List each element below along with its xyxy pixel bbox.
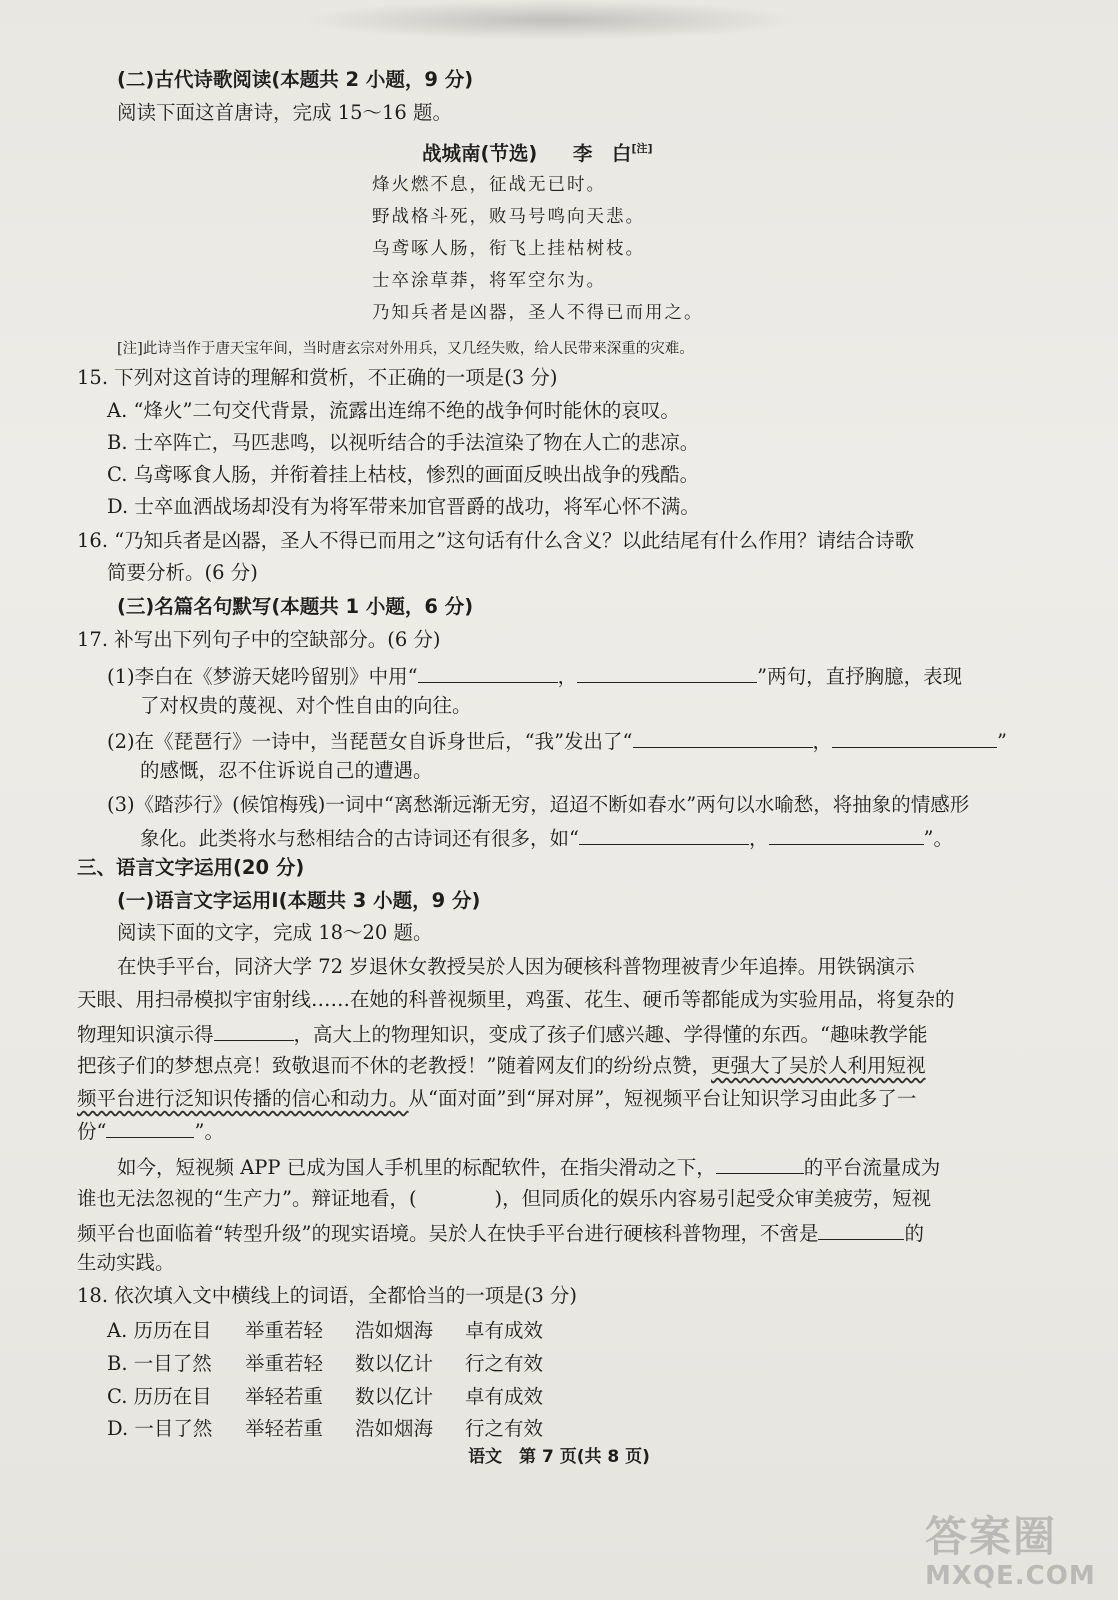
passage-line: 天眼、用扫帚模拟宇宙射线……在她的科普视频里，鸡蛋、花生、硬币等都能成为实验用品，将复杂的 [77,988,955,1011]
answer-blank[interactable] [214,1020,294,1041]
poem-author: 李 白 [572,142,632,165]
q15-option-b: B. 士卒阵亡，马匹悲鸣，以视听结合的手法渲染了物在人亡的悲凉。 [107,431,700,454]
section-heading-poetry: (二)古代诗歌阅读(本题共 2 小题，9 分) [117,68,474,91]
poem-footnote: [注]此诗当作于唐天宝年间，当时唐玄宗对外用兵，又几经失败，给人民带来深重的灾难。 [117,341,694,357]
q15-stem: 15. 下列对这首诗的理解和赏析，不正确的一项是(3 分) [77,366,558,389]
q17-item1: (1)李白在《梦游天姥吟留别》中用“ ， ”两句，直抒胸臆，表现 [107,662,962,690]
answer-blank[interactable] [577,662,757,683]
poem-note-mark: [注] [631,142,653,155]
answer-blank[interactable] [418,662,558,683]
answer-blank[interactable] [832,727,997,748]
passage-line: 在快手平台，同济大学 72 岁退休女教授吴於人因为硬核科普物理被青少年追捧。用铁锅演示 [117,955,915,978]
passage-line: 把孩子们的梦想点亮！致敬退而不休的老教授！”随着网友们的纷纷点赞，更强大了吴於人利用短视 [77,1054,926,1077]
answer-blank[interactable] [716,1153,804,1174]
poem-line: 烽火燃不息，征战无已时。 [372,175,606,195]
q18-option-d: D. 一目了然 举轻若重 浩如烟海 行之有效 [107,1417,544,1440]
answer-blank[interactable] [818,1219,904,1240]
q18-option-a: A. 历历在目 举重若轻 浩如烟海 卓有成效 [107,1319,544,1342]
passage-intro: 阅读下面的文字，完成 18～20 题。 [117,921,433,944]
q15-option-c: C. 乌鸢啄食人肠，并衔着挂上枯枝，惨烈的画面反映出战争的残酷。 [107,463,700,486]
passage-line: 份“ ”。 [77,1117,224,1145]
poetry-intro: 阅读下面这首唐诗，完成 15～16 题。 [117,101,453,124]
passage-line: 生动实践。 [77,1251,175,1274]
passage-line: 频平台也面临着“转型升级”的现实语境。吴於人在快手平台进行硬核科普物理，不啻是 的 [77,1219,924,1247]
sub-heading-language-1: (一)语言文字运用Ⅰ(本题共 3 小题，9 分) [117,889,481,912]
q15-option-d: D. 士卒血洒战场却没有为将军带来加官晋爵的战功，将军心怀不满。 [107,495,700,518]
answer-blank[interactable] [633,727,813,748]
passage-line: 频平台进行泛知识传播的信心和动力。从“面对面”到“屏对屏”，短视频平台让知识学习由此多了一 [77,1087,917,1110]
watermark-logo: 答案圈 MXQE.COM [925,1512,1096,1591]
passage-line: 谁也无法忽视的“生产力”。辩证地看，( )，但同质化的娱乐内容易引起受众审美疲劳，短视 [77,1187,932,1210]
q17-item2: (2)在《琵琶行》一诗中，当琵琶女自诉身世后，“我”发出了“ ， ” [107,727,1007,755]
q17-item2-cont: 的感慨，忍不住诉说自己的遭遇。 [140,759,433,782]
section-heading-recitation: (三)名篇名句默写(本题共 1 小题，6 分) [117,595,474,618]
poem-title: 战城南(节选) [422,142,538,165]
passage-line: 物理知识演示得 ，高大上的物理知识，变成了孩子们感兴趣、学得懂的东西。“趣味教学能 [77,1020,928,1048]
part-heading-language: 三、语言文字运用(20 分) [77,856,305,879]
answer-blank[interactable] [579,824,749,845]
scan-shadow [300,0,800,40]
answer-blank[interactable] [769,824,924,845]
poem-line: 乃知兵者是凶器，圣人不得已而用之。 [372,303,704,323]
page-footer: 语文 第 7 页(共 8 页) [468,1447,650,1467]
passage-line: 如今，短视频 APP 已成为国人手机里的标配软件，在指尖滑动之下， 的平台流量成为 [117,1153,940,1181]
q18-option-c: C. 历历在目 举轻若重 数以亿计 卓有成效 [107,1385,544,1408]
answer-blank[interactable] [106,1117,194,1138]
poem-title-line [422,136,653,167]
q16-line2: 简要分析。(6 分) [107,561,258,584]
q16-line1: 16. “乃知兵者是凶器，圣人不得已而用之”这句话有什么含义？以此结尾有什么作用？请结合诗歌 [77,529,915,552]
q18-stem: 18. 依次填入文中横线上的词语，全都恰当的一项是(3 分) [77,1284,578,1307]
q17-stem: 17. 补写出下列句子中的空缺部分。(6 分) [77,628,441,651]
q17-item1-cont: 了对权贵的蔑视、对个性自由的向往。 [140,694,472,717]
q17-item3-cont: 象化。此类将水与愁相结合的古诗词还有很多，如“ ， ”。 [140,824,953,852]
q17-item3: (3)《踏莎行》(候馆梅残)一词中“离愁渐远渐无穷，迢迢不断如春水”两句以水喻愁，将抽象的情感形 [107,793,970,816]
q15-option-a: A. “烽火”二句交代背景，流露出连绵不绝的战争何时能休的哀叹。 [107,399,680,422]
q18-option-b: B. 一目了然 举重若轻 数以亿计 行之有效 [107,1352,544,1375]
poem-line: 野战格斗死，败马号鸣向天悲。 [372,207,645,227]
poem-line: 乌鸢啄人肠，衔飞上挂枯树枝。 [372,239,645,259]
poem-line: 士卒涂草莽，将军空尔为。 [372,271,606,291]
